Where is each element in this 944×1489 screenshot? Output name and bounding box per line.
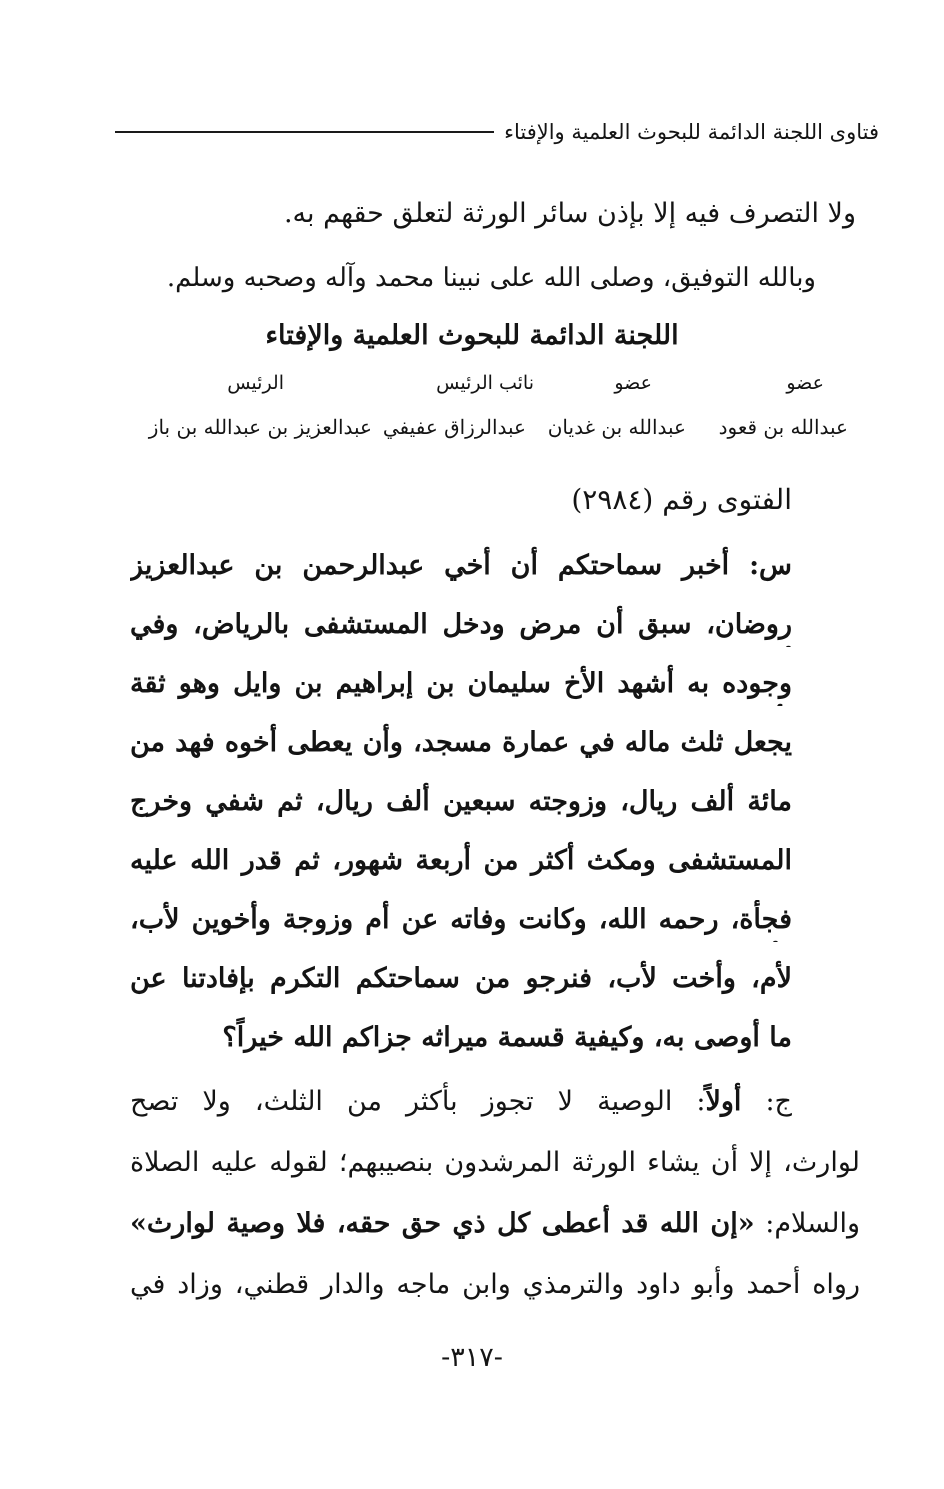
signatory-name: عبدالله بن غديان	[547, 415, 686, 439]
question-line: س: أخبر سماحتكم أن أخي عبدالرحمن بن عبدالعزيز	[130, 550, 792, 581]
question-line: وجوده به أشهد الأخ سليمان بن إبراهيم بن وايل وهو ثقة	[130, 668, 792, 699]
answer-first-point: أولاً	[705, 1086, 742, 1117]
header-rule	[115, 131, 494, 133]
question-line: روضان، سبق أن مرض ودخل المستشفى بالرياض، وفي	[130, 609, 792, 640]
signatory-role: نائب الرئيس	[436, 372, 534, 394]
question-line: ما أوصى به، وكيفية قسمة ميراثه جزاكم الله خيراً؟	[222, 1022, 792, 1053]
signatory-name: عبدالرزاق عفيفي	[382, 415, 526, 439]
signatory-role: عضو	[786, 372, 824, 394]
fatwa-number: الفتوى رقم (٢٩٨٤)	[571, 483, 792, 516]
page-number: -٣١٧-	[441, 1342, 503, 1373]
answer-line-3	[130, 1204, 860, 1246]
answer-line-1	[130, 1082, 792, 1124]
signatory-role: الرئيس	[227, 372, 284, 394]
question-line: مائة ألف ريال، وزوجته سبعين ألف ريال، ثم شفي وخرج	[130, 786, 792, 817]
question-line: يجعل ثلث ماله في عمارة مسجد، وأن يعطى أخوه فهد من	[130, 727, 792, 758]
answer-line-3-text: والسلام:	[754, 1208, 860, 1239]
answer-line-4: رواه أحمد وأبو داود والترمذي وابن ماجه والدار قطني، وزاد في	[130, 1269, 860, 1300]
question-line: المستشفى ومكث أكثر من أربعة شهور، ثم قدر الله عليه	[130, 845, 792, 876]
running-header	[115, 114, 879, 150]
answer-line-2: لوارث، إلا أن يشاء الورثة المرشدون بنصيبهم؛ لقوله عليه الصلاة	[130, 1147, 860, 1178]
hadith-quote: «إن الله قد أعطى كل ذي حق حقه، فلا وصية لوارث»	[130, 1208, 755, 1239]
question-line: فجأة، رحمه الله، وكانت وفاته عن أم وزوجة وأخوين لأب،	[130, 904, 792, 935]
intro-line-1: ولا التصرف فيه إلا بإذن سائر الورثة لتعلق حقهم به.	[283, 198, 856, 229]
signatory-role: عضو	[614, 372, 652, 394]
signatory-name: عبدالله بن قعود	[718, 415, 848, 439]
intro-line-2: وبالله التوفيق، وصلى الله على نبينا محمد وآله وصحبه وسلم.	[166, 263, 816, 293]
answer-prefix: ج:	[741, 1086, 792, 1117]
header-title: فتاوى اللجنة الدائمة للبحوث العلمية والإفتاء	[504, 120, 879, 144]
signatory-name: عبدالعزيز بن عبدالله بن باز	[148, 415, 372, 439]
answer-line-1-text: : الوصية لا تجوز بأكثر من الثلث، ولا تصح	[130, 1086, 706, 1117]
question-line: لأم، وأخت لأب، فنرجو من سماحتكم التكرم بإفادتنا عن	[130, 963, 792, 994]
committee-title: اللجنة الدائمة للبحوث العلمية والإفتاء	[265, 320, 679, 351]
